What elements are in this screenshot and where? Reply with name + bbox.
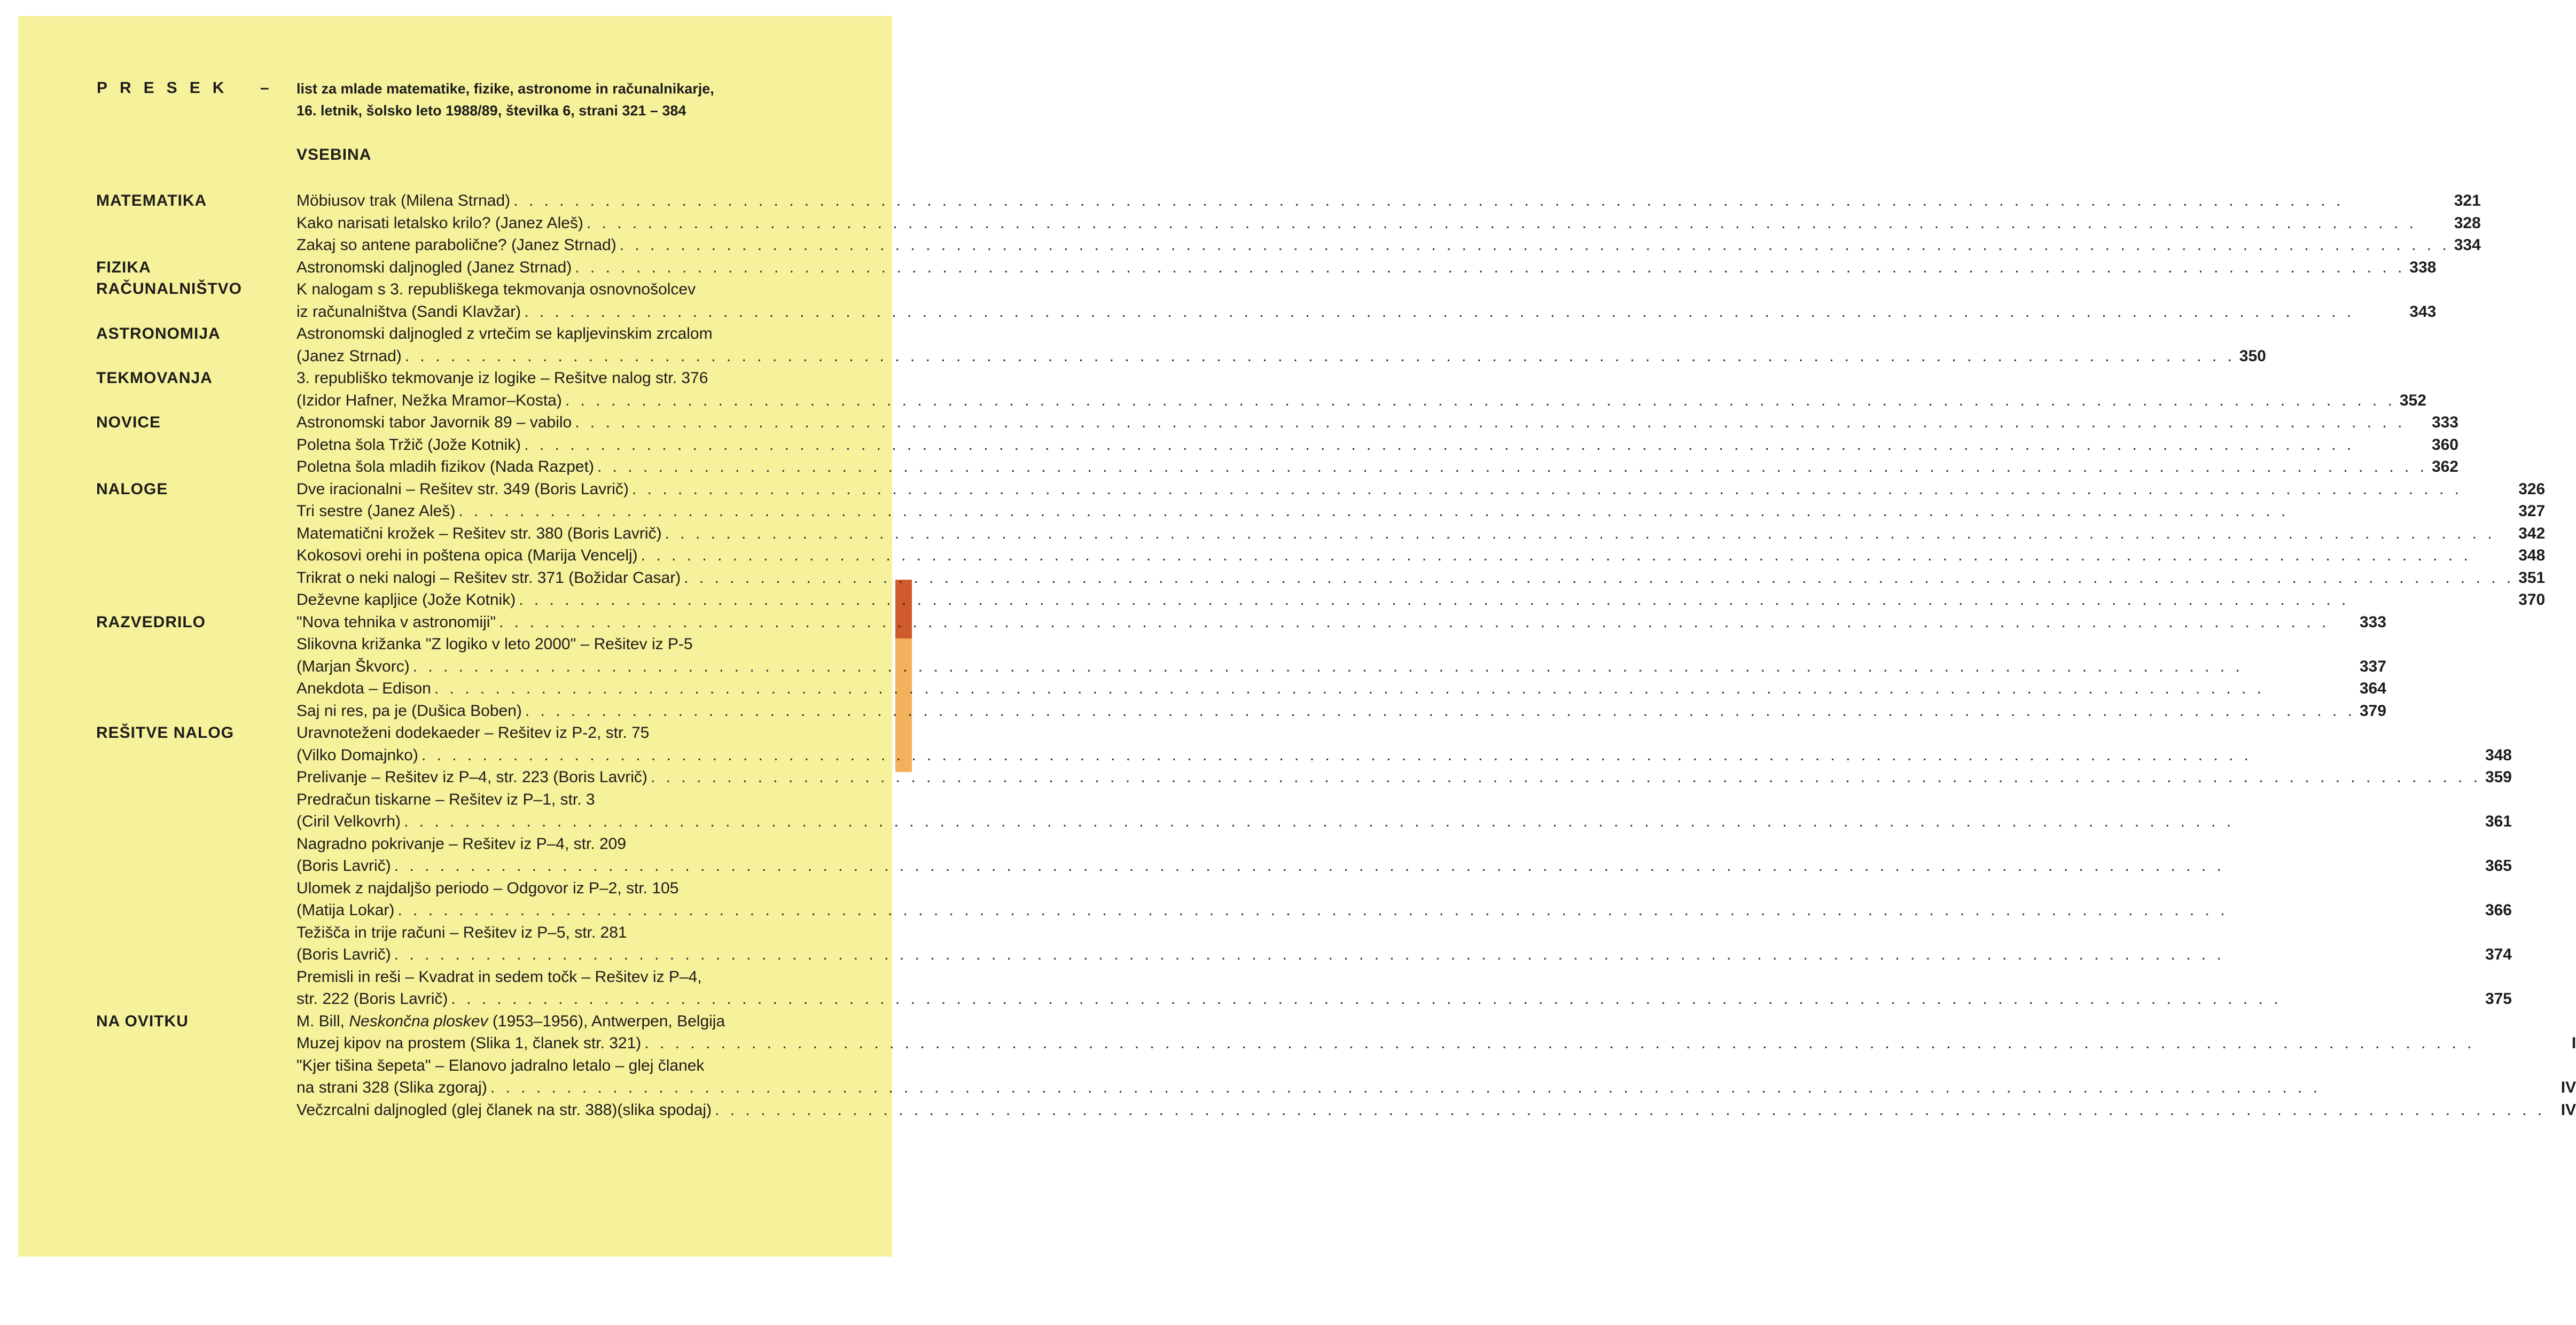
- entry-title: (Matija Lokar): [296, 901, 395, 919]
- entry-title: Večzrcalni daljnogled (glej članek na str. 388)(slika spodaj): [296, 1101, 712, 1119]
- entry-title: Poletna šola mladih fizikov (Nada Razpet): [296, 458, 594, 476]
- entry-title: Težišča in trije računi – Rešitev iz P–5, str. 281: [296, 923, 627, 941]
- entry-title: Möbiusov trak (Milena Strnad): [296, 192, 511, 209]
- page-number: 359: [2485, 768, 2512, 786]
- section-category: [96, 478, 296, 502]
- entry-line: [296, 323, 2266, 345]
- section-entries: [296, 323, 2266, 367]
- subtitle-line: list za mlade matematike, fizike, astronome in računalnikarje,: [296, 81, 714, 97]
- entry-title: Astronomski daljnogled z vrtečim se kapljevinskim zrcalom: [296, 325, 713, 342]
- entry-line: [296, 456, 2458, 478]
- toc-section: [96, 1010, 2576, 1121]
- dot-leader: . . . . . . . . . . . . . . . . . . . . . . . . . . . . . . . . . . . . . . . . . . . . . . . . . . . . . . . . . . . . . . . . . . . . . . . . . . . . . . . . . . . . . . . . . . . . . . . . . . . . . . . . . . . . . . . . . . . . . . . .: [631, 480, 2462, 498]
- entry-title: Matematični krožek – Rešitev str. 380 (Boris Lavrič): [296, 524, 662, 542]
- toc-entry: [296, 434, 2458, 456]
- page-number: 366: [2485, 901, 2512, 919]
- toc-entry: [296, 589, 2545, 611]
- entry-line: [296, 1099, 2576, 1121]
- entry-line: [296, 367, 2426, 389]
- page-number: 348: [2518, 547, 2546, 564]
- dot-leader: . . . . . . . . . . . . . . . . . . . . . . . . . . . . . . . . . . . . . . . . . . . . . . . . . . . . . . . . . . . . . . . . . . . . . . . . . . . . . . . . . . . . . . . . . . . . . . . . . . . . . . . . . . . . . . . . . . . . . . . .: [619, 236, 2450, 254]
- section-category: [96, 256, 296, 301]
- entry-line: [296, 633, 2386, 656]
- entry-title: Astronomski tabor Javornik 89 – vabilo: [296, 414, 572, 431]
- toc-section: [96, 722, 2512, 1010]
- dot-leader: . . . . . . . . . . . . . . . . . . . . . . . . . . . . . . . . . . . . . . . . . . . . . . . . . . . . . . . . . . . . . . . . . . . . . . . . . . . . . . . . . . . . . . . . . . . . . . . . . . . . . . . . . . . . . . . . . . . . . . . .: [397, 901, 2228, 919]
- page-number: 375: [2485, 990, 2512, 1008]
- toc-entry: [296, 922, 2512, 966]
- section-category: [96, 722, 296, 745]
- toc-entry: [296, 789, 2512, 833]
- entry-line: [296, 855, 2512, 877]
- toc-section: [96, 256, 2437, 323]
- page-number: 364: [2359, 680, 2386, 697]
- toc-section: [96, 411, 2458, 478]
- entry-line: [296, 434, 2458, 456]
- toc-entry: [296, 567, 2545, 589]
- entry-line: [296, 656, 2386, 678]
- page-number: 361: [2485, 813, 2512, 830]
- category-label: RAČUNALNIŠTVO: [96, 279, 242, 298]
- toc-entry: [296, 611, 2386, 634]
- entry-title: Muzej kipov na prostem (Slika 1, članek str. 321): [296, 1034, 642, 1052]
- dot-leader: . . . . . . . . . . . . . . . . . . . . . . . . . . . . . . . . . . . . . . . . . . . . . . . . . . . . . . . . . . . . . . . . . . . . . . . . . . . . . . . . . . . . . . . . . . . . . . . . . . . . . . . . . . . . . . . . . . . . . . . .: [412, 657, 2243, 675]
- entry-title: "Nova tehnika v astronomiji": [296, 613, 496, 631]
- dot-leader: . . . . . . . . . . . . . . . . . . . . . . . . . . . . . . . . . . . . . . . . . . . . . . . . . . . . . . . . . . . . . . . . . . . . . . . . . . . . . . . . . . . . . . . . . . . . . . . . . . . . . . . . . . . . . . . . . . . . . . . .: [458, 502, 2289, 520]
- page-number: 337: [2359, 657, 2386, 675]
- entry-title: Dve iracionalni – Rešitev str. 349 (Boris Lavrič): [296, 480, 629, 498]
- dot-leader: . . . . . . . . . . . . . . . . . . . . . . . . . . . . . . . . . . . . . . . . . . . . . . . . . . . . . . . . . . . . . . . . . . . . . . . . . . . . . . . . . . . . . . . . . . . . . . . . . . . . . . . . . . . . . . . . . . . . . . . .: [519, 591, 2349, 609]
- magazine-subtitle: [296, 78, 831, 122]
- section-category: [96, 323, 296, 346]
- toc-entry: [296, 234, 2481, 256]
- category-label: ASTRONOMIJA: [96, 325, 221, 342]
- dot-leader: . . . . . . . . . . . . . . . . . . . . . . . . . . . . . . . . . . . . . . . . . . . . . . . . . . . . . . . . . . . . . . . . . . . . . . . . . . . . . . . . . . . . . . . . . . . . . . . . . . . . . . . . . . . . . . . . . . . . . . . .: [665, 524, 2495, 542]
- page-number: 351: [2518, 568, 2546, 587]
- entry-title: Nagradno pokrivanje – Rešitev iz P–4, str. 209: [296, 835, 627, 853]
- entry-line: [296, 345, 2266, 368]
- entry-title: Uravnoteženi dodekaeder – Rešitev iz P-2, str. 75: [296, 724, 650, 742]
- dot-leader: . . . . . . . . . . . . . . . . . . . . . . . . . . . . . . . . . . . . . . . . . . . . . . . . . . . . . . . . . . . . . . . . . . . . . . . . . . . . . . . . . . . . . . . . . . . . . . . . . . . . . . . . . . . . . . . . . . . . . . . .: [684, 568, 2515, 587]
- page-number: 362: [2431, 458, 2458, 476]
- toc-entry: [296, 278, 2436, 323]
- page-number: 365: [2485, 857, 2512, 875]
- toc-entry: [296, 190, 2481, 212]
- dot-leader: . . . . . . . . . . . . . . . . . . . . . . . . . . . . . . . . . . . . . . . . . . . . . . . . . . . . . . . . . . . . . . . . . . . . . . . . . . . . . . . . . . . . . . . . . . . . . . . . . . . . . . . . . . . . . . . . . . . . . . . .: [586, 214, 2417, 232]
- entry-title: (Vilko Domajnko): [296, 746, 418, 764]
- entry-line: [296, 966, 2512, 988]
- entry-title: K nalogam s 3. republiškega tekmovanja osnovnošolcev: [296, 280, 696, 298]
- artwork-title: Neskončna ploskev: [349, 1012, 488, 1030]
- dot-leader: . . . . . . . . . . . . . . . . . . . . . . . . . . . . . . . . . . . . . . . . . . . . . . . . . . . . . . . . . . . . . . . . . . . . . . . . . . . . . . . . . . . . . . . . . . . . . . . . . . . . . . . . . . . . . . . . . . . . . . . .: [404, 347, 2235, 365]
- entry-line: [296, 722, 2512, 744]
- page-number: I: [2571, 1034, 2576, 1052]
- entry-title: "Kjer tišina šepeta" – Elanovo jadralno letalo – glej članek: [296, 1056, 705, 1074]
- entry-line: [296, 810, 2512, 833]
- category-label: RAZVEDRILO: [96, 613, 206, 631]
- entry-line: [296, 523, 2545, 545]
- page-number: 327: [2518, 502, 2546, 520]
- entry-line: [296, 1077, 2576, 1099]
- toc-section: [96, 190, 2481, 256]
- section-entries: [296, 190, 2481, 256]
- toc-entry: [296, 212, 2481, 235]
- dot-leader: . . . . . . . . . . . . . . . . . . . . . . . . . . . . . . . . . . . . . . . . . . . . . . . . . . . . . . . . . . . . . . . . . . . . . . . . . . . . . . . . . . . . . . . . . . . . . . . . . . . . . . . . . . . . . . . . . . . . . . . .: [513, 192, 2344, 209]
- entry-title: iz računalništva (Sandi Klavžar): [296, 302, 521, 321]
- toc-entry: [296, 544, 2545, 567]
- section-entries: [296, 1010, 2576, 1121]
- entry-title: Zakaj so antene parabolične? (Janez Strnad): [296, 236, 616, 254]
- dot-leader: . . . . . . . . . . . . . . . . . . . . . . . . . . . . . . . . . . . . . . . . . . . . . . . . . . . . . . . . . . . . . . . . . . . . . . . . . . . . . . . . . . . . . . . . . . . . . . . . . . . . . . . . . . . . . . . . . . . . . . . .: [490, 1079, 2321, 1096]
- entry-title: (Boris Lavrič): [296, 857, 391, 875]
- dot-leader: . . . . . . . . . . . . . . . . . . . . . . . . . . . . . . . . . . . . . . . . . . . . . . . . . . . . . . . . . . . . . . . . . . . . . . . . . . . . . . . . . . . . . . . . . . . . . . . . . . . . . . . . . . . . . . . . . . . . . . . .: [421, 746, 2252, 764]
- category-label: MATEMATIKA: [96, 192, 207, 209]
- entry-line: [296, 899, 2512, 922]
- category-label: REŠITVE NALOG: [96, 724, 235, 742]
- entry-title: Premisli in reši – Kvadrat in sedem točk – Rešitev iz P–4,: [296, 968, 702, 986]
- entry-line: [296, 500, 2545, 523]
- contents-title: VSEBINA: [296, 146, 372, 163]
- entry-line: [296, 1010, 2576, 1033]
- entry-line: [296, 744, 2512, 767]
- toc-entry: [296, 500, 2545, 523]
- entry-line: [296, 544, 2545, 567]
- entry-line: [296, 611, 2386, 634]
- entry-title: str. 222 (Boris Lavrič): [296, 990, 448, 1008]
- dot-leader: . . . . . . . . . . . . . . . . . . . . . . . . . . . . . . . . . . . . . . . . . . . . . . . . . . . . . . . . . . . . . . . . . . . . . . . . . . . . . . . . . . . . . . . . . . . . . . . . . . . . . . . . . . . . . . . . . . . . . . . .: [644, 1034, 2475, 1052]
- entry-title: Poletna šola Tržič (Jože Kotnik): [296, 435, 521, 454]
- category-label: TEKMOVANJA: [96, 369, 213, 387]
- entry-line: [296, 677, 2386, 700]
- entry-title: (Boris Lavrič): [296, 946, 391, 963]
- page-number: 326: [2518, 480, 2546, 498]
- toc-entry: [296, 1010, 2576, 1055]
- toc-section: [96, 323, 2266, 367]
- dot-leader: . . . . . . . . . . . . . . . . . . . . . . . . . . . . . . . . . . . . . . . . . . . . . . . . . . . . . . . . . . . . . . . . . . . . . . . . . . . . . . . . . . . . . . . . . . . . . . . . . . . . . . . . . . . . . . . . . . . . . . . .: [597, 458, 2427, 476]
- page-number: IV: [2561, 1079, 2576, 1096]
- entry-line: [296, 944, 2512, 966]
- subtitle-line: 16. letnik, šolsko leto 1988/89, številka 6, strani 321 – 384: [296, 103, 686, 119]
- entry-line: [296, 589, 2545, 611]
- dot-leader: . . . . . . . . . . . . . . . . . . . . . . . . . . . . . . . . . . . . . . . . . . . . . . . . . . . . . . . . . . . . . . . . . . . . . . . . . . . . . . . . . . . . . . . . . . . . . . . . . . . . . . . . . . . . . . . . . . . . . . . .: [525, 702, 2355, 720]
- entry-title: Trikrat o neki nalogi – Rešitev str. 371 (Božidar Casar): [296, 568, 681, 587]
- entry-line: [296, 789, 2512, 811]
- entry-title: Saj ni res, pa je (Dušica Boben): [296, 702, 522, 720]
- entry-line: [296, 278, 2436, 301]
- page-number: 350: [2239, 347, 2266, 365]
- page-number: 370: [2518, 591, 2546, 609]
- page-number: 333: [2431, 414, 2458, 431]
- entry-title: Deževne kapljice (Jože Kotnik): [296, 591, 516, 609]
- section-category: [96, 611, 296, 635]
- toc-entry: [296, 877, 2512, 922]
- entry-title: (Ciril Velkovrh): [296, 813, 401, 830]
- toc-entry: [296, 323, 2266, 367]
- dot-leader: . . . . . . . . . . . . . . . . . . . . . . . . . . . . . . . . . . . . . . . . . . . . . . . . . . . . . . . . . . . . . . . . . . . . . . . . . . . . . . . . . . . . . . . . . . . . . . . . . . . . . . . . . . . . . . . . . . . . . . . .: [641, 547, 2471, 564]
- entry-line: [296, 1055, 2576, 1077]
- entry-title: Predračun tiskarne – Rešitev iz P–1, str. 3: [296, 790, 595, 808]
- toc-entry: [296, 1099, 2576, 1121]
- entry-title: M. Bill, Neskončna ploskev (1953–1956), Antwerpen, Belgija: [296, 1012, 725, 1030]
- entry-line: [296, 411, 2458, 434]
- section-category: [96, 367, 296, 391]
- magazine-name: PRESEK: [97, 79, 237, 97]
- entry-title: Astronomski daljnogled (Janez Strnad): [296, 258, 572, 276]
- category-label: NALOGE: [96, 480, 168, 498]
- section-entries: [296, 722, 2512, 1010]
- page-number: 328: [2454, 214, 2481, 232]
- entry-line: [296, 301, 2436, 323]
- toc-entry: [296, 256, 2436, 279]
- page-number: IV: [2561, 1101, 2576, 1119]
- toc-entry: [296, 411, 2458, 434]
- toc-entry: [296, 456, 2458, 478]
- dot-leader: . . . . . . . . . . . . . . . . . . . . . . . . . . . . . . . . . . . . . . . . . . . . . . . . . . . . . . . . . . . . . . . . . . . . . . . . . . . . . . . . . . . . . . . . . . . . . . . . . . . . . . . . . . . . . . . . . . . . . . . .: [575, 258, 2406, 276]
- section-entries: [296, 478, 2545, 611]
- toc-section: [96, 367, 2426, 411]
- entry-line: [296, 389, 2426, 412]
- dot-leader: . . . . . . . . . . . . . . . . . . . . . . . . . . . . . . . . . . . . . . . . . . . . . . . . . . . . . . . . . . . . . . . . . . . . . . . . . . . . . . . . . . . . . . . . . . . . . . . . . . . . . . . . . . . . . . . . . . . . . . . .: [575, 414, 2406, 431]
- entry-line: [296, 478, 2545, 501]
- table-of-contents: [96, 190, 2576, 1121]
- entry-title: Anekdota – Edison: [296, 680, 431, 697]
- toc-entry: [296, 1055, 2576, 1099]
- dot-leader: . . . . . . . . . . . . . . . . . . . . . . . . . . . . . . . . . . . . . . . . . . . . . . . . . . . . . . . . . . . . . . . . . . . . . . . . . . . . . . . . . . . . . . . . . . . . . . . . . . . . . . . . . . . . . . . . . . . . . . . .: [524, 435, 2355, 454]
- dot-leader: . . . . . . . . . . . . . . . . . . . . . . . . . . . . . . . . . . . . . . . . . . . . . . . . . . . . . . . . . . . . . . . . . . . . . . . . . . . . . . . . . . . . . . . . . . . . . . . . . . . . . . . . . . . . . . . . . . . . . . . .: [451, 990, 2282, 1008]
- dot-leader: . . . . . . . . . . . . . . . . . . . . . . . . . . . . . . . . . . . . . . . . . . . . . . . . . . . . . . . . . . . . . . . . . . . . . . . . . . . . . . . . . . . . . . . . . . . . . . . . . . . . . . . . . . . . . . . . . . . . . . . .: [650, 768, 2481, 786]
- dot-leader: . . . . . . . . . . . . . . . . . . . . . . . . . . . . . . . . . . . . . . . . . . . . . . . . . . . . . . . . . . . . . . . . . . . . . . . . . . . . . . . . . . . . . . . . . . . . . . . . . . . . . . . . . . . . . . . . . . . . . . . .: [715, 1101, 2546, 1119]
- section-category: [96, 1010, 296, 1034]
- page-number: 343: [2409, 302, 2437, 321]
- dot-leader: . . . . . . . . . . . . . . . . . . . . . . . . . . . . . . . . . . . . . . . . . . . . . . . . . . . . . . . . . . . . . . . . . . . . . . . . . . . . . . . . . . . . . . . . . . . . . . . . . . . . . . . . . . . . . . . . . . . . . . . .: [434, 680, 2265, 697]
- toc-entry: [296, 677, 2386, 700]
- entry-title: Ulomek z najdaljšo periodo – Odgovor iz P–2, str. 105: [296, 879, 679, 897]
- page-number: 374: [2485, 946, 2512, 963]
- toc-entry: [296, 523, 2545, 545]
- dot-leader: . . . . . . . . . . . . . . . . . . . . . . . . . . . . . . . . . . . . . . . . . . . . . . . . . . . . . . . . . . . . . . . . . . . . . . . . . . . . . . . . . . . . . . . . . . . . . . . . . . . . . . . . . . . . . . . . . . . . . . . .: [524, 302, 2355, 321]
- entry-line: [296, 256, 2436, 279]
- toc-entry: [296, 722, 2512, 766]
- entry-title: (Izidor Hafner, Nežka Mramor–Kosta): [296, 391, 562, 409]
- section-category: [96, 190, 296, 213]
- toc-entry: [296, 966, 2512, 1010]
- entry-title: Prelivanje – Rešitev iz P–4, str. 223 (Boris Lavrič): [296, 768, 647, 786]
- entry-line: [296, 877, 2512, 900]
- section-entries: [296, 367, 2426, 411]
- section-entries: [296, 256, 2436, 323]
- section-entries: [296, 611, 2386, 722]
- page-number: 321: [2454, 192, 2481, 209]
- entry-title: Kako narisati letalsko krilo? (Janez Aleš): [296, 214, 583, 232]
- entry-line: [296, 766, 2512, 789]
- page-number: 348: [2485, 746, 2512, 764]
- entry-line: [296, 922, 2512, 944]
- category-label: NA OVITKU: [96, 1012, 189, 1030]
- dot-leader: . . . . . . . . . . . . . . . . . . . . . . . . . . . . . . . . . . . . . . . . . . . . . . . . . . . . . . . . . . . . . . . . . . . . . . . . . . . . . . . . . . . . . . . . . . . . . . . . . . . . . . . . . . . . . . . . . . . . . . . .: [565, 391, 2395, 409]
- page-number: 338: [2409, 258, 2437, 276]
- dot-leader: . . . . . . . . . . . . . . . . . . . . . . . . . . . . . . . . . . . . . . . . . . . . . . . . . . . . . . . . . . . . . . . . . . . . . . . . . . . . . . . . . . . . . . . . . . . . . . . . . . . . . . . . . . . . . . . . . . . . . . . .: [404, 813, 2235, 830]
- entry-title: Kokosovi orehi in poštena opica (Marija Vencelj): [296, 547, 638, 564]
- section-category: [96, 411, 296, 435]
- page-number: 334: [2454, 236, 2481, 254]
- toc-section: [96, 478, 2546, 611]
- toc-entry: [296, 700, 2386, 722]
- entry-title: Tri sestre (Janez Aleš): [296, 502, 456, 520]
- entry-line: [296, 833, 2512, 855]
- entry-line: [296, 567, 2545, 589]
- toc-entry: [296, 766, 2512, 789]
- entry-title: Slikovna križanka "Z logiko v leto 2000" – Rešitev iz P-5: [296, 635, 693, 653]
- page-number: 342: [2518, 524, 2546, 542]
- dot-leader: . . . . . . . . . . . . . . . . . . . . . . . . . . . . . . . . . . . . . . . . . . . . . . . . . . . . . . . . . . . . . . . . . . . . . . . . . . . . . . . . . . . . . . . . . . . . . . . . . . . . . . . . . . . . . . . . . . . . . . . .: [394, 946, 2224, 963]
- entry-line: [296, 700, 2386, 722]
- page-number: 333: [2359, 613, 2386, 631]
- page-number: 352: [2399, 391, 2426, 409]
- section-entries: [296, 411, 2458, 478]
- toc-section: [96, 611, 2386, 722]
- entry-title: 3. republiško tekmovanje iz logike – Rešitve nalog str. 376: [296, 369, 708, 387]
- category-label: FIZIKA: [96, 258, 151, 276]
- page-number: 379: [2359, 702, 2386, 720]
- toc-entry: [296, 478, 2545, 501]
- page-number: 360: [2431, 435, 2458, 454]
- entry-line: [296, 234, 2481, 256]
- entry-line: [296, 988, 2512, 1010]
- dot-leader: . . . . . . . . . . . . . . . . . . . . . . . . . . . . . . . . . . . . . . . . . . . . . . . . . . . . . . . . . . . . . . . . . . . . . . . . . . . . . . . . . . . . . . . . . . . . . . . . . . . . . . . . . . . . . . . . . . . . . . . .: [499, 613, 2330, 631]
- entry-title: na strani 328 (Slika zgoraj): [296, 1079, 487, 1096]
- toc-entry: [296, 367, 2426, 411]
- category-label: NOVICE: [96, 414, 161, 431]
- entry-line: [296, 1032, 2576, 1055]
- header-dash: –: [260, 79, 269, 97]
- entry-line: [296, 212, 2481, 235]
- dot-leader: . . . . . . . . . . . . . . . . . . . . . . . . . . . . . . . . . . . . . . . . . . . . . . . . . . . . . . . . . . . . . . . . . . . . . . . . . . . . . . . . . . . . . . . . . . . . . . . . . . . . . . . . . . . . . . . . . . . . . . . .: [394, 857, 2224, 875]
- toc-entry: [296, 833, 2512, 877]
- entry-line: [296, 190, 2481, 212]
- entry-title: (Janez Strnad): [296, 347, 402, 365]
- toc-entry: [296, 633, 2386, 677]
- entry-title: (Marjan Škvorc): [296, 657, 410, 675]
